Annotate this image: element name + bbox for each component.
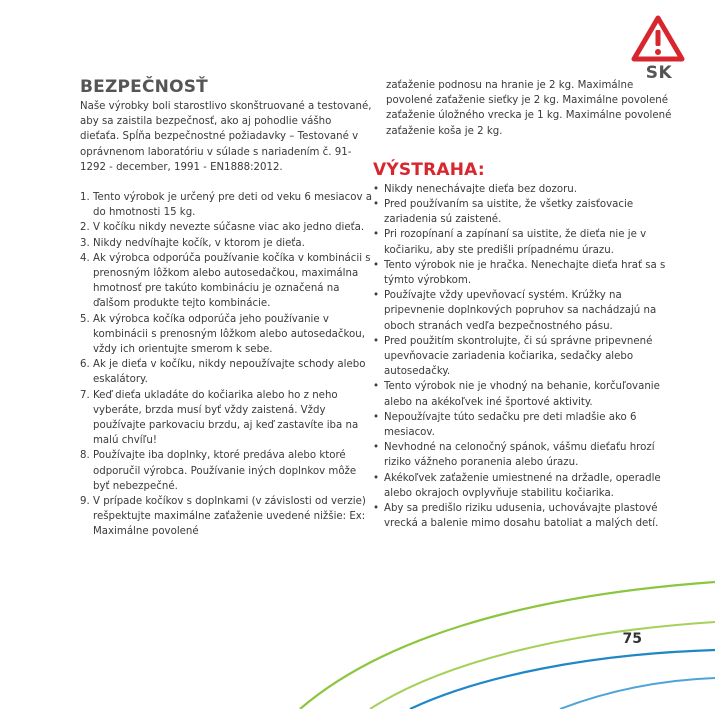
item-text: V prípade kočíkov s doplnkami (v závislosti od verzie) rešpektujte maximálne zaťaženie uvedené nižšie: Ex: Maximálne povolené bbox=[93, 496, 366, 538]
bullet-icon: • bbox=[373, 229, 380, 241]
item-text: V kočíku nikdy nevezte súčasne viac ako jedno dieťa. bbox=[93, 222, 365, 234]
safety-section bbox=[80, 77, 372, 540]
item-text: Pred použitím skontrolujte, či sú správne pripevnené upevňovacie zariadenia kočiarika, sedačky alebo autosedačky. bbox=[384, 335, 653, 378]
list-item bbox=[373, 410, 673, 440]
warning-triangle-icon bbox=[631, 15, 685, 63]
list-item bbox=[373, 440, 673, 470]
bullet-icon: • bbox=[373, 381, 380, 393]
page-number: 75 bbox=[622, 631, 642, 647]
safety-intro: Naše výrobky boli starostlivo skonštruované a testované, aby sa zaistila bezpečnosť, ako aj pohodlie vášho dieťaťa. Spĺňa bezpečnostné požiadavky – Testované v oprávnenom laboratóriu v súlade s nariadením č. 91-1292 - december, 1991 - EN1888:2012. bbox=[80, 101, 372, 173]
item-text: Používajte iba doplnky, ktoré predáva alebo ktoré odporučil výrobca. Používanie iných doplnkov môže byť nebezpečné. bbox=[93, 450, 357, 492]
item-number: 2. bbox=[80, 222, 90, 234]
item-text: Aby sa predišlo riziku udusenia, uchovávajte plastové vrecká a balenie mimo dosahu batoliat a malých detí. bbox=[384, 503, 659, 530]
item-number: 1. bbox=[80, 192, 90, 204]
item-text: Tento výrobok nie je vhodný na behanie, korčuľovanie alebo na akékoľvek iné športové aktivity. bbox=[384, 381, 660, 408]
warning-title: VÝSTRAHA: bbox=[373, 159, 485, 180]
item-text: Používajte vždy upevňovací systém. Krúžky na pripevnenie doplnkových popruhov sa nachádzajú na oboch stranách vedľa bezpečnostného pásu. bbox=[384, 290, 657, 332]
list-item bbox=[80, 357, 372, 387]
list-item bbox=[80, 312, 372, 358]
list-item bbox=[373, 379, 673, 409]
list-item bbox=[80, 236, 372, 251]
list-item bbox=[373, 227, 673, 257]
item-text: Nevhodné na celonočný spánok, vášmu dieťaťu hrozí riziko vážneho poranenia alebo úrazu. bbox=[384, 442, 655, 469]
bullet-icon: • bbox=[373, 199, 380, 211]
item-number: 8. bbox=[80, 450, 90, 462]
item-text: Nikdy nenechávajte dieťa bez dozoru. bbox=[384, 183, 577, 195]
item-number: 6. bbox=[80, 359, 90, 371]
item-text: Ak je dieťa v kočíku, nikdy nepoužívajte schody alebo eskalátory. bbox=[93, 359, 366, 386]
item-number: 5. bbox=[80, 313, 90, 325]
bullet-icon: • bbox=[373, 411, 380, 423]
item-text: Keď dieťa ukladáte do kočiarika alebo ho z neho vyberáte, brzda musí byť vždy zaistená. Vždy používajte parkovaciu brzdu, aj keď zastavíte iba na malú chvíľu! bbox=[93, 389, 359, 447]
safety-title: BEZPEČNOSŤ bbox=[80, 77, 208, 97]
item-text: Pri rozopínaní a zapínaní sa uistite, že dieťa nie je v kočiariku, aby ste predišli prípadnému úrazu. bbox=[384, 229, 647, 256]
load-limits-continuation: zaťaženie podnosu na hranie je 2 kg. Maximálne povolené zaťaženie sieťky je 2 kg. Maximálne povolené zaťaženie úložného vrecka je 1 kg. Maximálne povolené zaťaženie koša je 2 kg. bbox=[386, 80, 672, 137]
item-text: Tento výrobok je určený pre deti od veku 6 mesiacov a do hmotnosti 15 kg. bbox=[93, 192, 373, 219]
list-item bbox=[373, 288, 673, 334]
list-item bbox=[80, 251, 372, 312]
swoosh-green-1 bbox=[300, 582, 715, 709]
item-text: Pred používaním sa uistite, že všetky zaisťovacie zariadenia sú zaistené. bbox=[384, 199, 634, 226]
item-text: Ak výrobca kočíka odporúča jeho používanie v kombinácii s prenosným lôžkom alebo autosedačkou, vždy ich orientujte smerom k sebe. bbox=[93, 313, 365, 356]
list-item bbox=[373, 334, 673, 380]
safety-list bbox=[80, 190, 372, 540]
item-number: 7. bbox=[80, 389, 90, 401]
item-text: Akékoľvek zaťaženie umiestnené na držadle, operadle alebo okrajoch ovplyvňuje stabilitu kočiarika. bbox=[384, 472, 661, 499]
list-item bbox=[373, 197, 673, 227]
item-number: 3. bbox=[80, 237, 90, 249]
list-item bbox=[80, 494, 372, 540]
bullet-icon: • bbox=[373, 290, 380, 302]
warning-column bbox=[373, 78, 673, 531]
item-number: 4. bbox=[80, 252, 90, 264]
bullet-icon: • bbox=[373, 472, 380, 484]
list-item bbox=[80, 448, 372, 494]
bullet-icon: • bbox=[373, 183, 380, 195]
swoosh-green-2 bbox=[370, 622, 715, 709]
bullet-icon: • bbox=[373, 335, 380, 347]
item-text: Ak výrobca odporúča používanie kočíka v kombinácii s prenosným lôžkom alebo autosedačkou, maximálna hmotnosť pre takúto kombináciu je označená na ďalšom produkte tejto kombinácie. bbox=[93, 252, 371, 310]
item-number: 9. bbox=[80, 496, 90, 508]
item-text: Tento výrobok nie je hračka. Nenechajte dieťa hrať sa s týmto výrobkom. bbox=[384, 259, 666, 287]
item-text: Nikdy nedvíhajte kočík, v ktorom je dieťa. bbox=[93, 237, 305, 249]
list-item bbox=[80, 388, 372, 449]
list-item bbox=[80, 220, 372, 235]
language-code: SK bbox=[645, 63, 673, 83]
swoosh-blue-2 bbox=[560, 678, 715, 709]
bullet-icon: • bbox=[373, 442, 380, 454]
list-item bbox=[373, 501, 673, 531]
warning-list bbox=[373, 182, 673, 532]
list-item bbox=[373, 471, 673, 501]
list-item bbox=[373, 258, 673, 288]
item-text: Nepoužívajte túto sedačku pre deti mladšie ako 6 mesiacov. bbox=[384, 411, 637, 439]
swoosh-blue-1 bbox=[410, 650, 715, 709]
list-item bbox=[80, 190, 372, 220]
bullet-icon: • bbox=[373, 503, 380, 515]
list-item bbox=[373, 182, 673, 197]
bullet-icon: • bbox=[373, 259, 380, 271]
